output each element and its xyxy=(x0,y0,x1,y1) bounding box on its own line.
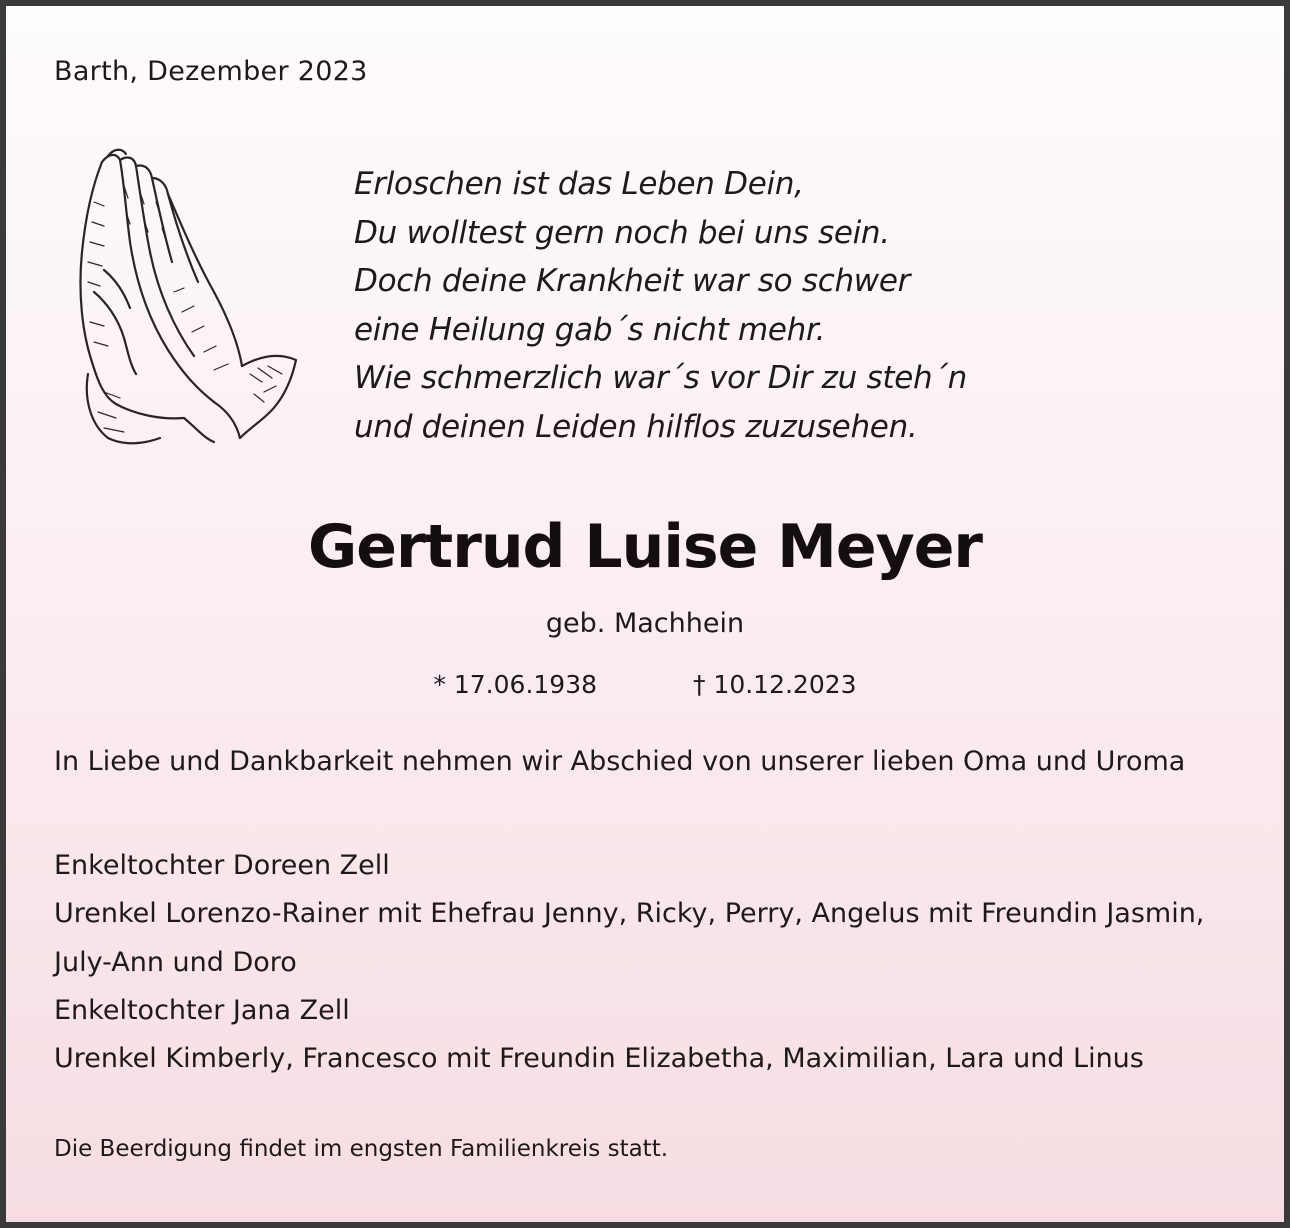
farewell-text: In Liebe und Dankbarkeit nehmen wir Abschied von unserer lieben Oma und Uroma xyxy=(54,746,1186,777)
deceased-name: Gertrud Luise Meyer xyxy=(308,512,982,582)
family-line: Urenkel Kimberly, Francesco mit Freundin Elizabetha, Maximilian, Lara und Linus xyxy=(54,1043,1144,1075)
family-line: Enkeltochter Jana Zell xyxy=(54,994,350,1026)
place-date: Barth, Dezember 2023 xyxy=(54,56,368,87)
poem-line: eine Heilung gab´s nicht mehr. xyxy=(354,311,826,348)
poem-line: und deinen Leiden hilflos zuzusehen. xyxy=(354,408,918,445)
family-list xyxy=(54,842,1204,1083)
maiden-name: geb. Machhein xyxy=(545,608,745,639)
death-date: † 10.12.2023 xyxy=(692,670,857,699)
praying-hands-icon xyxy=(64,142,304,447)
poem-line: Du wolltest gern noch bei uns sein. xyxy=(354,214,890,251)
birth-date: * 17.06.1938 xyxy=(433,670,598,699)
funeral-note: Die Beerdigung findet im engsten Familienkreis statt. xyxy=(54,1136,669,1162)
family-line: Urenkel Lorenzo-Rainer mit Ehefrau Jenny, Ricky, Perry, Angelus mit Freundin Jasmin, xyxy=(54,898,1205,930)
family-line: July-Ann und Doro xyxy=(54,946,297,978)
life-dates xyxy=(6,670,1284,699)
poem-line: Doch deine Krankheit war so schwer xyxy=(354,263,911,299)
poem-line: Erloschen ist das Leben Dein, xyxy=(354,166,804,202)
family-line: Enkeltochter Doreen Zell xyxy=(54,850,390,881)
poem-line: Wie schmerzlich war´s vor Dir zu steh´n xyxy=(354,360,967,396)
poem xyxy=(354,160,967,451)
